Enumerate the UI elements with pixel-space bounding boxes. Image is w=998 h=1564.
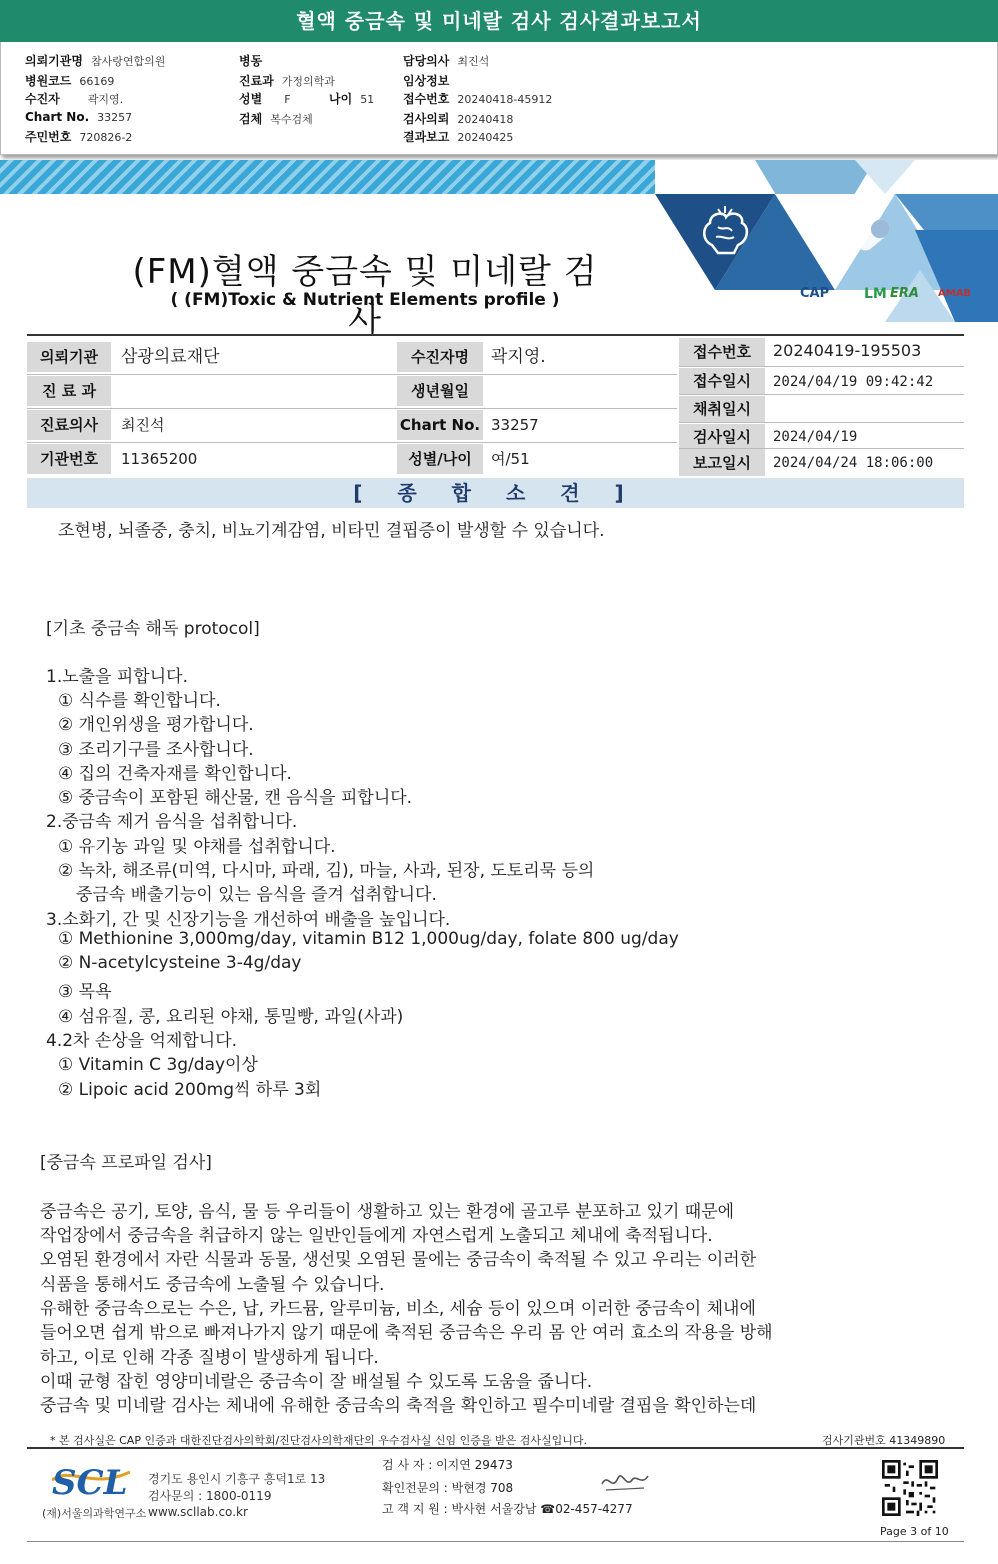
header-field: 진료과 가정의학과 — [239, 74, 335, 88]
info-value: 곽지영. — [491, 347, 546, 367]
list-item: ① 유기농 과일 및 야채를 섭취합니다. — [58, 837, 336, 857]
list-item: ② N-acetylcysteine 3-4g/day — [58, 953, 302, 973]
scl-logo: SCL — [52, 1463, 128, 1503]
qr-code-icon — [882, 1460, 938, 1516]
info-value: 삼광의료재단 — [121, 347, 220, 367]
info-value: 최진석 — [121, 416, 165, 434]
header-field: 결과보고 20240425 — [403, 130, 514, 144]
body-line: 조현병, 뇌졸중, 충치, 비뇨기계감염, 비타민 결핍증이 발생할 수 있습니다. — [58, 521, 605, 541]
amab-logo: AMAB — [938, 288, 972, 299]
certification-note: * 본 검사실은 CAP 인증과 대한진단검사의학회/진단검사의학재단의 우수검사실 신임 인증을 받은 검사실입니다. — [50, 1434, 588, 1447]
header-field: 병원코드 66169 — [25, 74, 115, 88]
footer-divider — [27, 1447, 964, 1449]
info-value: 2024/04/24 18:06:00 — [773, 455, 934, 471]
section-heading: [중금속 프로파일 검사] — [40, 1153, 212, 1173]
era-logo: ERA — [890, 286, 919, 301]
brain-icon — [698, 205, 752, 259]
info-label: 보고일시 — [679, 450, 765, 476]
section-heading: [기초 중금속 해독 protocol] — [46, 619, 260, 639]
table-divider — [679, 448, 964, 449]
info-value: 여/51 — [491, 450, 530, 468]
table-divider — [27, 442, 677, 443]
info-value: 2024/04/19 09:42:42 — [773, 374, 934, 390]
info-label: 진 료 과 — [27, 376, 111, 406]
support-info: 고 객 지 원 : 박사현 서울강남 ☎02-457-4277 — [382, 1502, 633, 1516]
info-label: 진료의사 — [27, 410, 111, 440]
table-divider — [27, 408, 677, 409]
list-item: ① 식수를 확인합니다. — [58, 691, 221, 711]
page-number: Page 3 of 10 — [880, 1525, 949, 1538]
info-label: 접수번호 — [679, 338, 765, 366]
list-item: ⑤ 중금속이 포함된 해산물, 캔 음식을 피합니다. — [58, 788, 413, 808]
header-field: 접수번호 20240418-45912 — [403, 92, 553, 106]
header-field: 검체 복수검체 — [239, 112, 313, 126]
report-banner-title: 혈액 중금속 및 미네랄 검사 검사결과보고서 — [0, 0, 998, 42]
list-item: 3.소화기, 간 및 신장기능을 개선하여 배출을 높입니다. — [46, 910, 451, 930]
list-item: ② 녹차, 해조류(미역, 다시마, 파래, 김), 마늘, 사과, 된장, 도토리묵 등의 — [58, 861, 595, 881]
info-label: 검사일시 — [679, 424, 765, 450]
info-value: 11365200 — [121, 450, 198, 468]
lab-name: (재)서울의과학연구소 — [42, 1507, 147, 1520]
info-value: 20240419-195503 — [773, 341, 922, 360]
body-line: 유해한 중금속으로는 수은, 납, 카드뮴, 알루미늄, 비소, 세슘 등이 있으며 이러한 중금속이 체내에 — [40, 1299, 756, 1319]
body-line: 중금속은 공기, 토양, 음식, 물 등 우리들이 생활하고 있는 환경에 골고루 분포하고 있기 때문에 — [40, 1202, 735, 1222]
header-field: 담당의사 최진석 — [403, 54, 490, 68]
cap-logo: CAP — [800, 286, 830, 301]
specialist-info: 확인전문의 : 박현경 708 — [382, 1481, 514, 1495]
patient-header-box — [0, 42, 998, 155]
info-label: 성별/나이 — [397, 444, 483, 474]
body-line: 작업장에서 중금속을 취급하지 않는 일반인들에게 자연스럽게 노출되고 체내에 축적됩니다. — [40, 1226, 713, 1246]
report-title: (FM)혈액 중금속 및 미네랄 검사 — [132, 252, 598, 341]
header-field: Chart No. 33257 — [25, 110, 133, 124]
info-label: 기관번호 — [27, 444, 111, 474]
header-field: 검사의뢰 20240418 — [403, 112, 514, 126]
info-label: 생년월일 — [397, 376, 483, 406]
capsule-icon — [848, 210, 898, 260]
table-divider — [679, 422, 964, 423]
institution-code: 검사기관번호 41349890 — [822, 1434, 946, 1447]
header-field: 성별 F — [239, 92, 291, 106]
table-divider — [679, 366, 964, 367]
list-item: ① Methionine 3,000mg/day, vitamin B12 1,000ug/day, folate 800 ug/day — [58, 929, 679, 949]
info-value: 33257 — [491, 416, 539, 434]
body-line: 오염된 환경에서 자란 식물과 동물, 생선및 오염된 물에는 중금속이 축적될 수 있고 우리는 이러한 — [40, 1250, 757, 1270]
list-item: ③ 조리기구를 조사합니다. — [58, 740, 254, 760]
info-value: 2024/04/19 — [773, 429, 858, 445]
body-line: 이때 균형 잡힌 영양미네랄은 중금속이 잘 배설될 수 있도록 도움을 줍니다. — [40, 1372, 593, 1392]
table-divider — [27, 374, 677, 375]
body-line: 식품을 통해서도 중금속에 노출될 수 있습니다. — [40, 1275, 385, 1295]
header-field: 나이 51 — [329, 92, 375, 106]
header-field: 임상정보 — [403, 74, 450, 88]
patient-info-table — [27, 334, 964, 478]
list-item: 중금속 배출기능이 있는 음식을 즐겨 섭취합니다. — [76, 885, 437, 905]
signature-icon — [598, 1468, 652, 1496]
tester-info: 검 사 자 : 이지연 29473 — [382, 1458, 513, 1472]
summary-header: [ 종 합 소 견 ] — [27, 478, 964, 508]
list-item: 2.중금속 제거 음식을 섭취합니다. — [46, 812, 298, 832]
report-subtitle: ( (FM)Toxic & Nutrient Elements profile ) — [170, 290, 560, 310]
lab-website: www.scllab.co.kr — [148, 1505, 248, 1519]
info-label: 접수일시 — [679, 368, 765, 394]
list-item: ③ 목욕 — [58, 982, 112, 1002]
footer-bottom-line — [27, 1541, 964, 1542]
list-item: ④ 집의 건축자재를 확인합니다. — [58, 764, 292, 784]
header-field: 병동 — [239, 54, 263, 68]
body-line: 중금속 및 미네랄 검사는 체내에 유해한 중금속의 축적을 확인하고 필수미네랄 결핍을 확인하는데 — [40, 1396, 757, 1416]
header-field: 의뢰기관명 참사랑연합의원 — [25, 54, 166, 68]
list-item: 4.2차 손상을 억제합니다. — [46, 1031, 238, 1051]
list-item: ② 개인위생을 평가합니다. — [58, 715, 254, 735]
header-field: 주민번호 720826-2 — [25, 130, 133, 144]
info-label: 의뢰기관 — [27, 342, 111, 372]
lab-address: 경기도 용인시 기흥구 흥덕1로 13 — [148, 1472, 326, 1486]
header-field: 수진자 곽지영. — [25, 92, 124, 106]
info-label: Chart No. — [397, 410, 483, 440]
info-label: 채취일시 — [679, 396, 765, 422]
list-item: ① Vitamin C 3g/day이상 — [58, 1055, 258, 1075]
body-line: 하고, 이로 인해 각종 질병이 발생하게 됩니다. — [40, 1348, 379, 1368]
list-item: ② Lipoic acid 200mg씩 하루 3회 — [58, 1080, 322, 1100]
lab-phone: 검사문의 : 1800-0119 — [148, 1489, 272, 1503]
list-item: ④ 섬유질, 콩, 요리된 야채, 통밀빵, 과일(사과) — [58, 1007, 404, 1027]
lm-logo: LM — [864, 286, 887, 302]
info-label: 수진자명 — [397, 342, 483, 372]
table-divider — [679, 394, 964, 395]
list-item: 1.노출을 피합니다. — [46, 667, 188, 687]
body-line: 들어오면 쉽게 밖으로 빠져나가지 않기 때문에 축적된 중금속은 우리 몸 안 여러 효소의 작용을 방해 — [40, 1323, 773, 1343]
